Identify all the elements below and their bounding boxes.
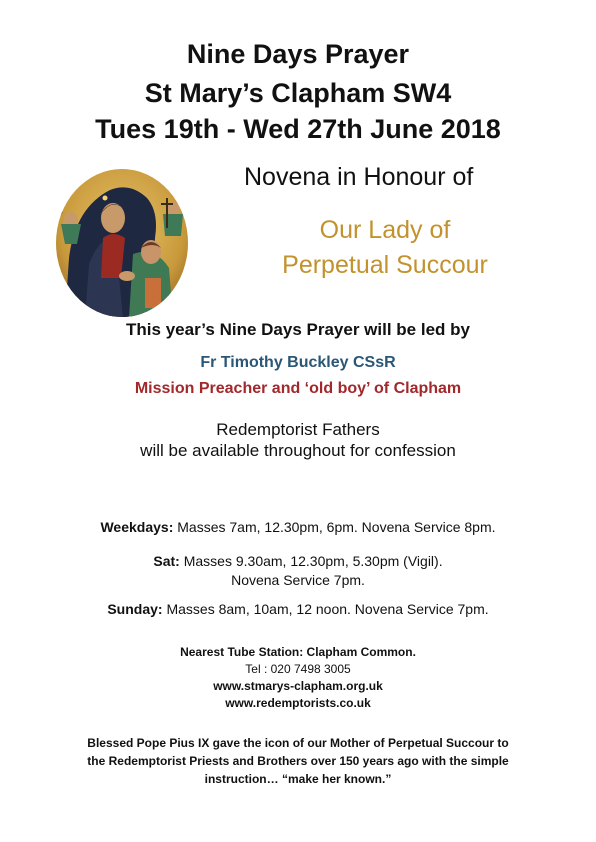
saturday-schedule — [0, 552, 596, 590]
sunday-schedule — [0, 600, 596, 619]
sunday-label: Sunday: — [107, 601, 163, 617]
footer-quote — [20, 734, 576, 788]
novena-intro: Novena in Honour of — [244, 163, 474, 191]
our-lady-line: Our Lady of — [319, 216, 451, 244]
our-lady-of-perpetual-succour-icon — [55, 168, 189, 318]
our-lady-icon-image — [55, 168, 189, 318]
confession-line-2: will be available throughout for confession — [140, 441, 456, 460]
perpetual-succour-line: Perpetual Succour — [282, 251, 488, 279]
title-line-3: Tues 19th - Wed 27th June 2018 — [95, 114, 501, 144]
weekdays-label: Weekdays: — [100, 519, 174, 535]
website-link-redemptorists[interactable]: www.redemptorists.co.uk — [225, 696, 371, 710]
title-line-1: Nine Days Prayer — [186, 39, 410, 69]
footer-line-3: instruction… “make her known.” — [204, 772, 392, 786]
sat-label: Sat: — [153, 553, 180, 569]
led-by-intro: This year’s Nine Days Prayer will be led by — [126, 320, 470, 339]
tube-station: Nearest Tube Station: Clapham Common. — [180, 645, 416, 659]
sat-novena: Novena Service 7pm. — [231, 572, 365, 588]
sunday-text: Masses 8am, 10am, 12 noon. Novena Service 7pm. — [162, 601, 489, 617]
leader-role: Mission Preacher and ‘old boy’ of Clapham — [134, 380, 462, 397]
sat-text: Masses 9.30am, 12.30pm, 5.30pm (Vigil). — [179, 553, 443, 569]
telephone: Tel : 020 7498 3005 — [245, 662, 351, 676]
website-link-stmarys[interactable]: www.stmarys-clapham.org.uk — [213, 679, 383, 693]
title-line-2: St Mary’s Clapham SW4 — [144, 78, 452, 108]
contact-block — [0, 644, 596, 712]
confession-line-1: Redemptorist Fathers — [216, 420, 380, 439]
confession-text — [0, 419, 596, 461]
weekdays-text: Masses 7am, 12.30pm, 6pm. Novena Service 8pm. — [173, 519, 496, 535]
leader-name: Fr Timothy Buckley CSsR — [200, 354, 396, 371]
footer-line-1: Blessed Pope Pius IX gave the icon of our Mother of Perpetual Succour to — [87, 736, 509, 750]
weekdays-schedule — [0, 518, 596, 537]
footer-line-2: the Redemptorist Priests and Brothers over 150 years ago with the simple — [87, 754, 509, 768]
